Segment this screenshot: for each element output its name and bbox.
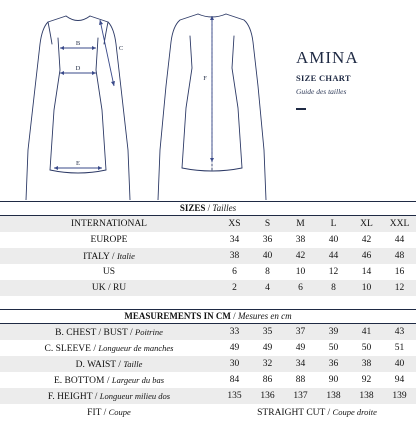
row-label-fr: Poitrine [135,326,163,337]
row-label [0,283,218,293]
table-row [0,388,416,404]
table-cell: 49 [262,343,273,353]
measurements-title-fr: Mesures en cm [237,311,292,321]
row-label [0,267,218,277]
table-cell: 44 [394,235,405,245]
measurements-table [0,309,416,420]
table-cell: 30 [229,359,240,369]
brand-subtitle: SIZE CHART [296,73,351,83]
label-b: B [75,40,81,47]
table-cell: 6 [298,283,303,293]
table-cell: 34 [295,359,306,369]
table-cell: 6 [232,267,237,277]
brand-subtitle-fr: Guide des tailles [296,87,347,96]
row-label: D. WAIST / Taille [75,358,143,370]
row-label-text: D. WAIST [75,359,116,370]
table-row [0,340,416,356]
table-cell: 50 [328,343,339,353]
table-cell: 12 [328,267,339,277]
table-cell: 36 [328,359,339,369]
fit-value: STRAIGHT CUT / Coupe droite [257,406,377,418]
table-row [0,372,416,388]
table-cell: 39 [328,327,339,337]
row-label-text: C. SLEEVE [44,343,91,354]
fit-label-fr: Coupe [108,406,131,417]
table-cell: 40 [262,251,273,261]
row-label-text: E. BOTTOM [54,375,105,386]
measurements-title-text: MEASUREMENTS IN CM [124,311,231,321]
brand-name: AMINA [296,48,359,67]
table-row [0,356,416,372]
table-cell: 42 [361,235,372,245]
sizes-rows [0,216,416,296]
table-cell: 32 [262,359,273,369]
table-row [0,324,416,340]
table-cell: 10 [361,283,372,293]
table-cell: 44 [328,251,339,261]
table-cell: 34 [229,235,240,245]
row-label-fr: Longueur milieu dos [99,390,171,401]
table-cell: 38 [295,235,306,245]
table-cell: 49 [295,343,306,353]
row-label-text: F. HEIGHT [47,391,93,402]
table-cell: 4 [265,283,270,293]
table-cell: 35 [262,327,273,337]
fit-value-text: STRAIGHT CUT [257,407,326,418]
row-label-fr: Taille [123,358,143,369]
size-col-header: L [330,219,337,229]
size-col-header: XL [360,219,373,229]
row-label-text: ITALY [83,251,110,262]
table-row [0,248,416,264]
table-cell: 2 [232,283,237,293]
label-e: E [76,160,80,167]
fit-label-text: FIT [87,407,102,418]
row-label: ITALY / Italie [83,250,135,262]
table-cell: 94 [394,375,405,385]
table-cell: 40 [394,359,405,369]
row-label-fr: Largeur du bas [111,374,164,385]
label-d: D [75,65,81,72]
row-label-fr: Longueur de manches [98,342,174,353]
table-cell: 41 [361,327,372,337]
sizes-table [0,201,416,296]
measurements-title: MEASUREMENTS IN CM / Mesures en cm [0,309,416,324]
fit-value-fr: Coupe droite [332,406,377,417]
sizes-title-text: SIZES [179,203,206,213]
label-f: F [203,75,207,82]
sizes-title: SIZES / Tailles [0,201,416,216]
sizes-title-fr: Tailles [212,203,237,213]
size-col-header: XS [228,219,241,229]
label-c: C [118,45,124,52]
table-cell: 137 [293,391,308,401]
table-cell: 138 [326,391,341,401]
table-cell: 42 [295,251,306,261]
table-cell: 43 [394,327,405,337]
table-cell: 135 [227,391,242,401]
table-cell: 86 [262,375,273,385]
table-cell: 37 [295,327,306,337]
row-label-text: UK / RU [91,283,127,293]
table-cell: 90 [328,375,339,385]
table-cell: 40 [328,235,339,245]
table-cell: 10 [295,267,306,277]
size-col-header: S [264,219,271,229]
size-col-header: XXL [389,219,410,229]
row-label-text: EUROPE [90,235,128,245]
table-cell: 136 [260,391,275,401]
sleeve-arrow [100,20,114,86]
table-cell: 84 [229,375,240,385]
table-row [0,264,416,280]
table-cell: 49 [229,343,240,353]
row-label: F. HEIGHT / Longueur milieu dos [47,390,171,402]
table-cell: 8 [265,267,270,277]
table-cell: 92 [361,375,372,385]
table-cell: 12 [394,283,405,293]
table-cell: 33 [229,327,240,337]
row-label: E. BOTTOM / Largeur du bas [54,374,164,386]
brand-block [296,48,359,110]
table-cell: 48 [394,251,405,261]
table-cell: 16 [394,267,405,277]
row-label: B. CHEST / BUST / Poitrine [55,326,163,338]
table-row [0,280,416,296]
table-cell: 38 [229,251,240,261]
table-cell: 8 [331,283,336,293]
row-label [0,235,218,245]
row-label-text: US [102,267,116,277]
sizes-header-label: INTERNATIONAL [71,219,147,229]
brand-divider [296,108,306,110]
row-label-text: B. CHEST / BUST [55,327,128,338]
table-cell: 88 [295,375,306,385]
table-cell: 38 [361,359,372,369]
table-cell: 50 [361,343,372,353]
fit-label: FIT / Coupe [87,406,131,418]
size-col-header: M [296,219,305,229]
measurements-rows [0,324,416,420]
table-cell: 138 [359,391,374,401]
table-cell: 51 [394,343,405,353]
table-cell: 14 [361,267,372,277]
table-cell: 36 [262,235,273,245]
fit-row [0,404,416,420]
table-cell: 139 [392,391,407,401]
row-label-fr: Italie [116,250,135,261]
row-label: C. SLEEVE / Longueur de manches [44,342,174,354]
sizes-header-row [0,216,416,232]
table-row [0,232,416,248]
table-cell: 46 [361,251,372,261]
